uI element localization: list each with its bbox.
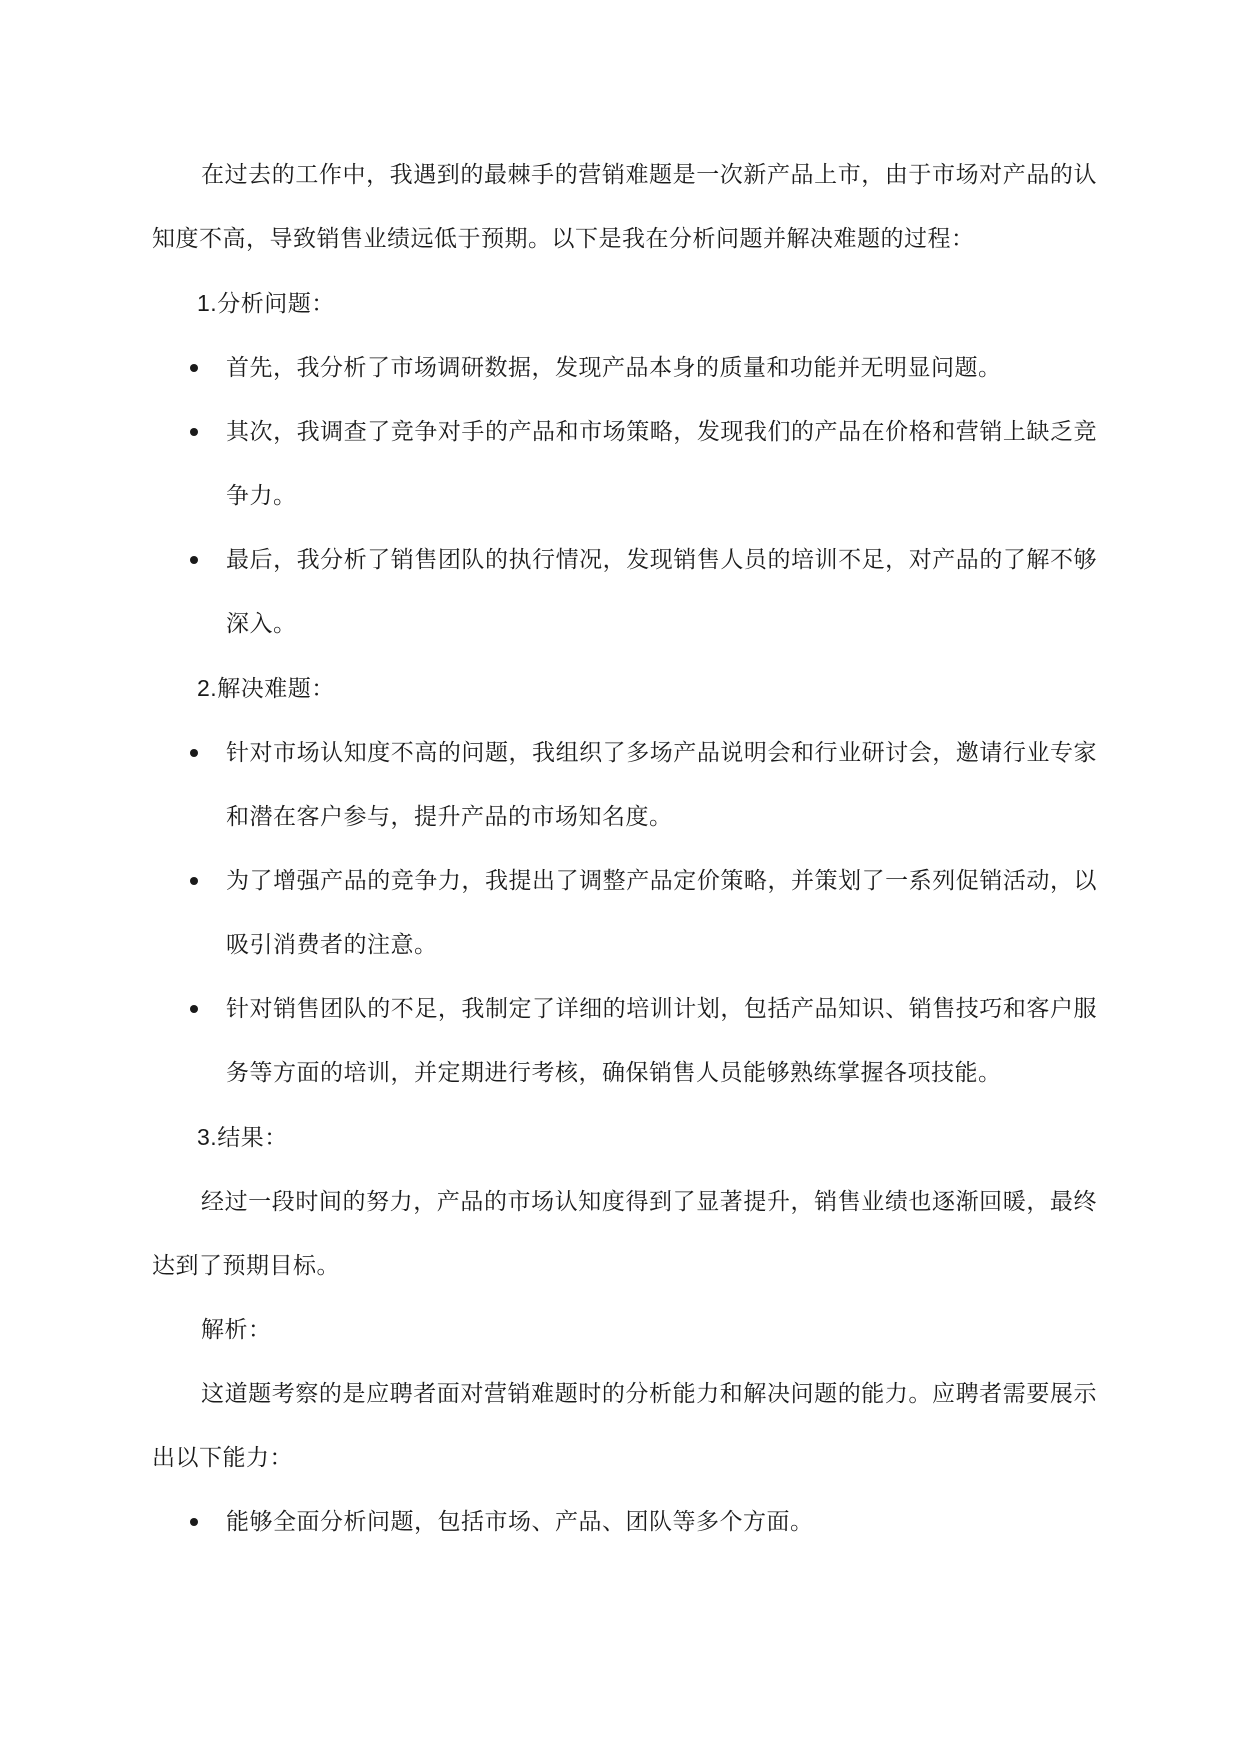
list-item — [152, 721, 1097, 849]
section-2-title: 解决难题： — [217, 676, 335, 702]
section-1-heading — [152, 271, 1097, 336]
intro-paragraph: 在过去的工作中，我遇到的最棘手的营销难题是一次新产品上市，由于市场对产品的认知度不高，导致销售业绩远低于预期。以下是我在分析问题并解决难题的过程： — [152, 162, 1097, 252]
section-3-number: 3. — [197, 1124, 218, 1150]
analysis-list — [152, 1490, 1097, 1554]
document-body — [152, 143, 1097, 1554]
section-3-heading — [152, 1105, 1097, 1170]
list-item — [152, 336, 1097, 400]
section-1-number: 1. — [197, 290, 218, 316]
list-item — [152, 400, 1097, 528]
list-item-text: 能够全面分析问题，包括市场、产品、团队等多个方面。 — [226, 1509, 814, 1535]
bullet-icon — [190, 364, 198, 372]
section-1-title: 分析问题： — [217, 291, 335, 317]
list-item — [152, 977, 1097, 1105]
bullet-icon — [190, 749, 198, 757]
list-item-text: 最后，我分析了销售团队的执行情况，发现销售人员的培训不足，对产品的了解不够深入。 — [226, 547, 1097, 637]
section-3-title: 结果： — [217, 1125, 288, 1151]
bullet-icon — [190, 1518, 198, 1526]
bullet-icon — [190, 428, 198, 436]
list-item-text: 针对销售团队的不足，我制定了详细的培训计划，包括产品知识、销售技巧和客户服务等方面的培训，并定期进行考核，确保销售人员能够熟练掌握各项技能。 — [226, 996, 1097, 1086]
list-item-text: 针对市场认知度不高的问题，我组织了多场产品说明会和行业研讨会，邀请行业专家和潜在客户参与，提升产品的市场知名度。 — [226, 740, 1097, 830]
list-item — [152, 1490, 1097, 1554]
section-2-list — [152, 721, 1097, 1105]
section-2-number: 2. — [197, 675, 218, 701]
bullet-icon — [190, 556, 198, 564]
list-item — [152, 849, 1097, 977]
bullet-icon — [190, 877, 198, 885]
list-item-text: 其次，我调查了竞争对手的产品和市场策略，发现我们的产品在价格和营销上缺乏竞争力。 — [226, 419, 1097, 509]
section-1-list — [152, 336, 1097, 656]
analysis-label: 解析： — [201, 1317, 272, 1343]
section-2-heading — [152, 656, 1097, 721]
bullet-icon — [190, 1005, 198, 1013]
analysis-paragraph: 这道题考察的是应聘者面对营销难题时的分析能力和解决问题的能力。应聘者需要展示出以下能力： — [152, 1381, 1097, 1471]
list-item-text: 为了增强产品的竞争力，我提出了调整产品定价策略，并策划了一系列促销活动，以吸引消费者的注意。 — [226, 868, 1097, 958]
list-item-text: 首先，我分析了市场调研数据，发现产品本身的质量和功能并无明显问题。 — [226, 355, 1002, 381]
result-paragraph: 经过一段时间的努力，产品的市场认知度得到了显著提升，销售业绩也逐渐回暖，最终达到了预期目标。 — [152, 1189, 1097, 1279]
list-item — [152, 528, 1097, 656]
